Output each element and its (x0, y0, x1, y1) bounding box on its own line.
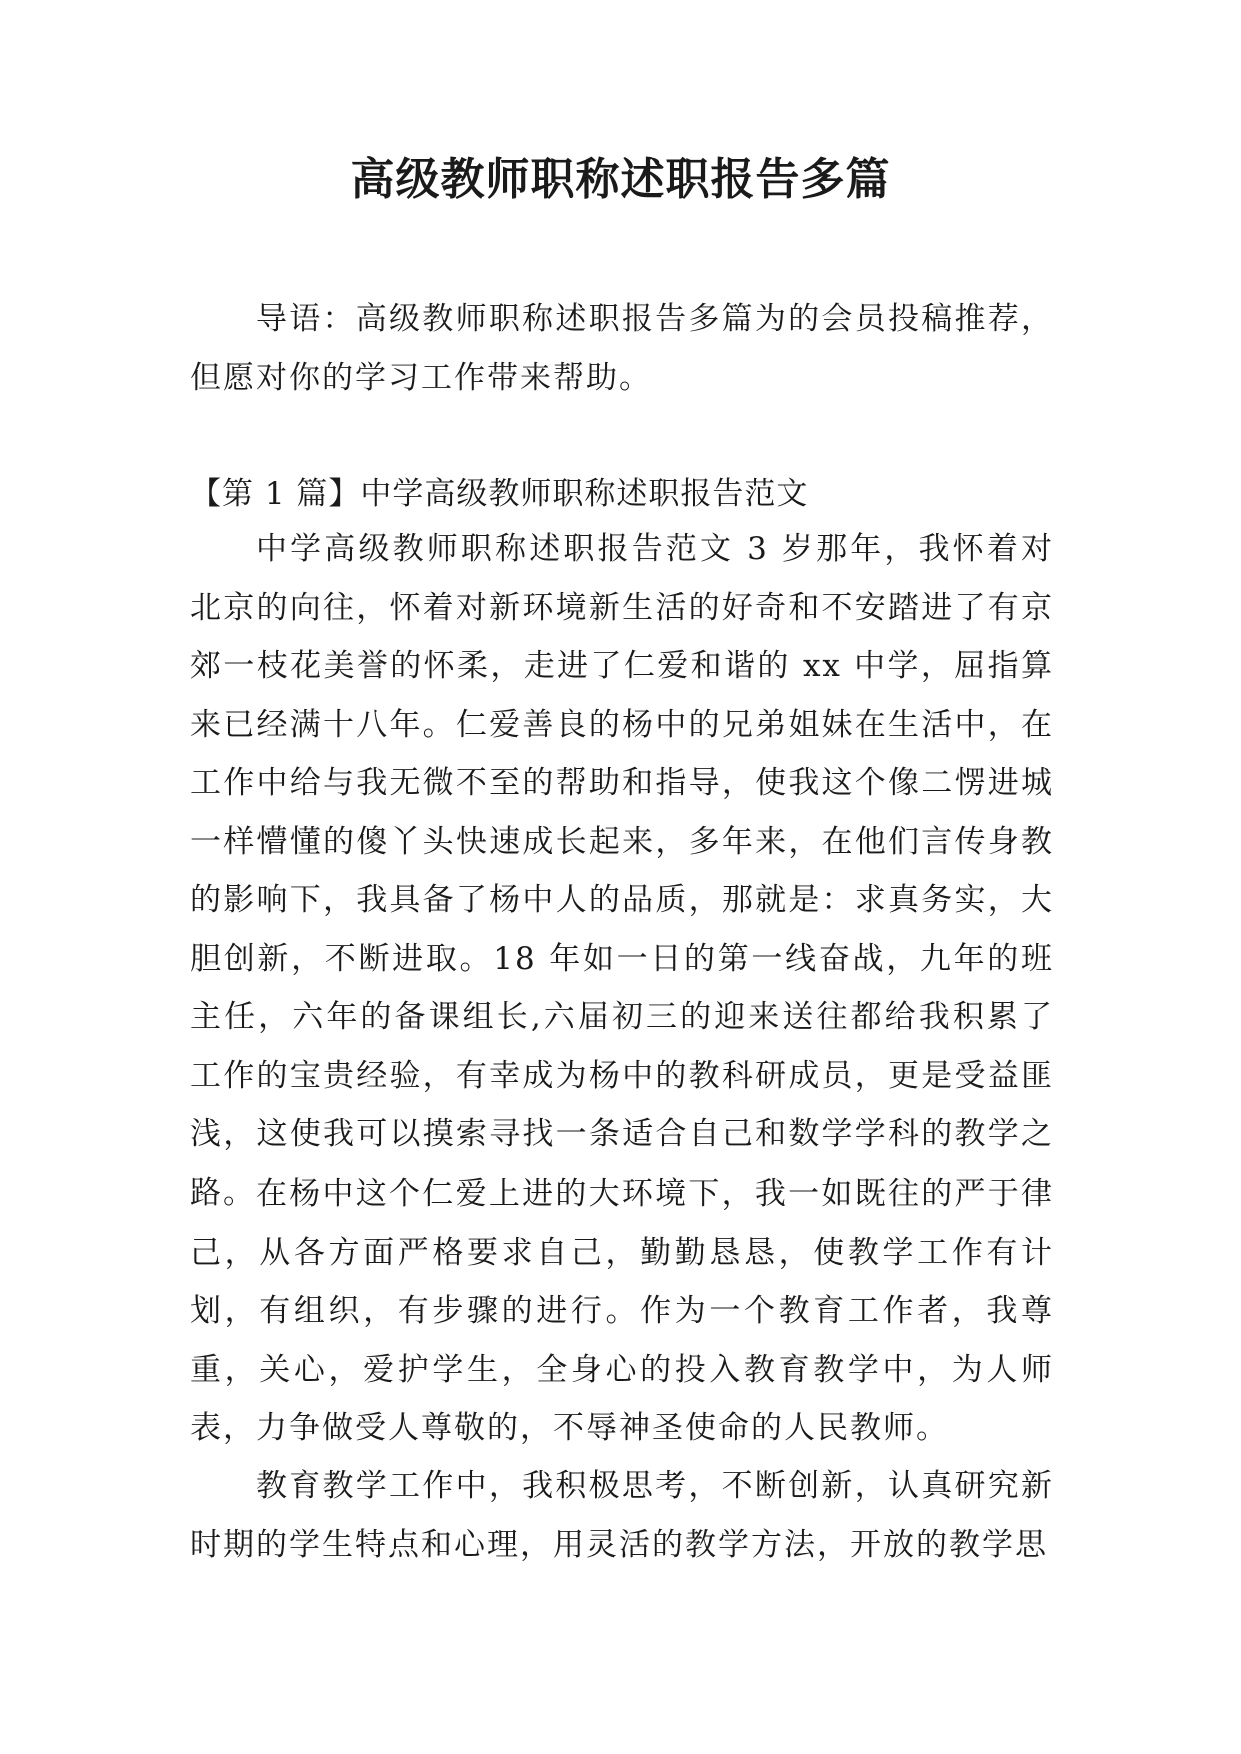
document-title: 高级教师职称述职报告多篇 (350, 154, 891, 205)
body-paragraph: 中学高级教师职称述职报告范文 3 岁那年，我怀着对北京的向往，怀着对新环境新生活的好奇和不安踏进了有京郊一枝花美誉的怀柔，走进了仁爱和谐的 xx 中学，屈指算来已经满十八年。仁爱善良的杨中的兄弟姐妹在生活中，在工作中给与我无微不至的帮助和指导，使我这个像二愣进城一样懵懂的傻丫头快速成长起来，多年来，在他们言传身教的影响下，我具备了杨中人的品质，那就是：求真务实，大胆创新，不断进取。18 年如一日的第一线奋战，九年的班主任，六年的备课组长,六届初三的迎来送往都给我积累了工作的宝贵经验，有幸成为杨中的教科研成员，更是受益匪浅，这使我可以摸索寻找一条适合自己和数学学科的教学之路。 (190, 531, 1054, 1211)
section-heading: 【第 1 篇】中学高级教师职称述职报告范文 (190, 476, 809, 512)
body-paragraph: 在杨中这个仁爱上进的大环境下，我一如既往的严于律己，从各方面严格要求自己，勤勤恳恳，使教学工作有计划，有组织，有步骤的进行。作为一个教育工作者，我尊重，关心，爱护学生，全身心的投入教育教学中，为人师表，力争做受人尊敬的，不辱神圣使命的人民教师。 (190, 1176, 1054, 1446)
body-paragraph: 教育教学工作中，我积极思考，不断创新，认真研究新时期的学生特点和心理，用灵活的教学方法，开放的教学思 (190, 1468, 1054, 1563)
intro-paragraph: 导语：高级教师职称述职报告多篇为的会员投稿推荐，但愿对你的学习工作带来帮助。 (190, 301, 1054, 396)
